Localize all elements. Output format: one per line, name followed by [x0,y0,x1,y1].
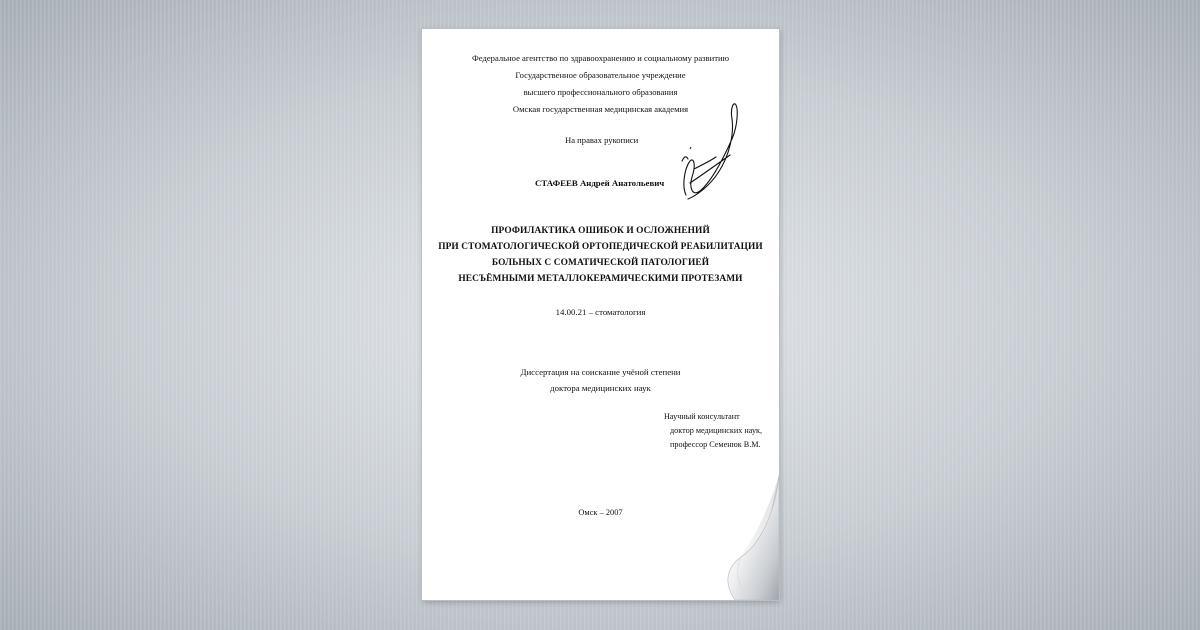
thesis-title-line-1: ПРОФИЛАКТИКА ОШИБОК И ОСЛОЖНЕНИЙ [491,226,710,236]
consultant-degree: доктор медицинских наук, [670,426,763,435]
organization-line-4: Омская государственная медицинская академия [512,104,689,114]
thesis-title-line-4: НЕСЪЁМНЫМИ МЕТАЛЛОКЕРАМИЧЕСКИМИ ПРОТЕЗАМИ [458,274,743,284]
document-page [422,29,779,600]
degree-line-2: доктора медицинских наук [550,383,651,393]
specialty-code: 14.00.21 – стоматология [555,307,646,317]
author-name: СТАФЕЕВ Андрей Анатольевич [535,178,665,188]
place-year: Омск – 2007 [578,508,623,517]
degree-line-1: Диссертация на соискание учёной степени [520,367,681,377]
signature-image [672,99,762,211]
thesis-title-line-3: БОЛЬНЫХ С СОМАТИЧЕСКОЙ ПАТОЛОГИЕЙ [491,258,710,268]
organization-line-2: Государственное образовательное учреждение [515,70,686,80]
page-curl-image [697,475,779,600]
organization-line-1: Федеральное агентство по здравоохранению и социальному развитию [472,53,729,63]
consultant-label: Научный консультант [664,412,740,421]
rights-note: На правах рукописи [565,135,639,145]
organization-line-3: высшего профессионального образования [523,87,678,97]
consultant-name: профессор Семенюк В.М. [670,440,761,449]
thesis-title-line-2: ПРИ СТОМАТОЛОГИЧЕСКОЙ ОРТОПЕДИЧЕСКОЙ РЕАБИЛИТАЦИИ [438,242,763,252]
